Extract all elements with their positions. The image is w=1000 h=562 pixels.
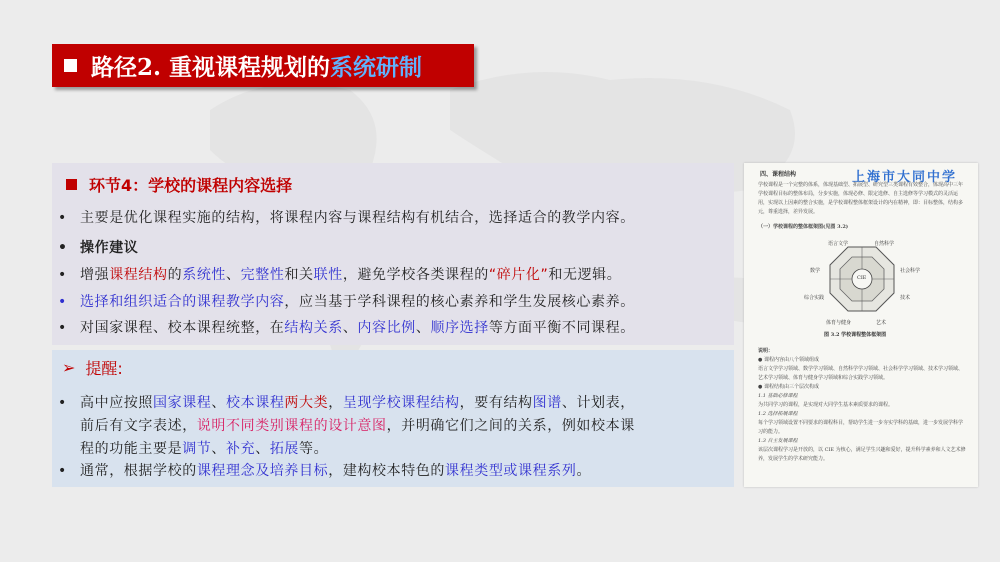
bullet-icon: • <box>58 463 67 479</box>
diagram-label: 体育与健身 <box>826 320 852 326</box>
list-item: • 增强课程结构的系统性、完整性和关联性，避免学校各类课程的“碎片化”和无逻辑。 <box>58 264 621 287</box>
bullet-icon: • <box>58 210 67 226</box>
diagram-label: 数学 <box>810 268 821 274</box>
bullet-icon: • <box>58 294 67 310</box>
title-square-icon <box>64 59 77 72</box>
page-title <box>52 44 474 87</box>
red-square-icon <box>66 179 77 190</box>
diagram-center-label: CIE <box>857 275 867 281</box>
list-item: • 主要是优化课程实施的结构，将课程内容与课程结构有机结合，选择适合的教学内容。 <box>58 207 635 230</box>
list-item: • 通常，根据学校的课程理念及培养目标，建构校本特色的课程类型或课程系列。 <box>58 460 591 483</box>
bullet-icon: • <box>58 240 68 256</box>
diagram-label: 社会科学 <box>900 268 921 274</box>
course-framework-diagram <box>744 235 978 345</box>
list-item: • 选择和组织适合的课程教学内容，应当基于学科课程的核心素养和学生发展核心素养。 <box>58 291 635 314</box>
diagram-label: 语言文学 <box>828 241 849 247</box>
content-panel <box>52 163 734 345</box>
list-item: • 操作建议 <box>58 237 138 260</box>
diagram-label: 自然科学 <box>874 241 895 247</box>
diagram-label: 综合实践 <box>804 295 825 301</box>
doc-paragraph: （一）学校课程的整体框架图(见图 3.2) <box>758 224 849 230</box>
arrow-icon: ➢ <box>62 358 76 377</box>
scanned-document-image <box>744 163 978 487</box>
section-heading-text: 环节4：学校的课程内容选择 <box>89 176 293 195</box>
doc-section-label: 四、课程结构 <box>760 171 797 178</box>
section-heading <box>66 173 292 196</box>
doc-school-name: 上海市大同中学 <box>852 170 958 185</box>
doc-paragraph: 学校课程是一个完整的体系，体现基础型、拓展型、研究型三类课程有效整合，体现高中三年学校课程目标的整体布局，分步实施，体现必修、限定选修、自主选修等学习模式的灵活运用，实现以上因素的整合实施，是学校课程整体框架设计的内在精神，即：目标整体，结构多元，尊重选择，差异发展。 <box>758 182 964 215</box>
doc-notes: 说明： ● 课程内容由八个领域组成 语言文学学习领域、数学学习领域、自然科学学习领域、社会科学学习领域、技术学习领域、艺术学习领域、体育与健身学习领域和综合实践学习领域。 ● 课程结构由三个层次构成 1.1 基础必修课程 为共同学习的课程，是实现对大同学生基本素质要求的课程。 1.2 选择拓展课程 每个学习领域设置不同要求的课程科目，帮助学生进一步夯实学科的基础，进一步发展学科学习的能力。 1.3 自主发展课程 该层次课程学习是开放的，以 CIE 为核心，满足学生兴趣和爱好，提升科学素养和人文艺术修养，发展学生的学术研究能力。 <box>758 348 966 462</box>
reminder-panel <box>52 350 734 487</box>
list-item: • 对国家课程、校本课程统整，在结构关系、内容比例、顺序选择等方面平衡不同课程。 <box>58 317 635 340</box>
diagram-caption: 图 3.2 学校课程整体框架图 <box>824 332 887 338</box>
bullet-icon: • <box>58 267 67 283</box>
diagram-label: 艺术 <box>876 320 887 326</box>
title-highlight: 系统研制 <box>330 54 423 81</box>
bullet-icon: • <box>58 320 67 336</box>
title-prefix: 路径2. 重视课程规划的 <box>91 54 331 81</box>
diagram-label: 技术 <box>900 295 911 301</box>
bullet-icon: • <box>58 395 67 411</box>
reminder-heading: ➢ 提醒: <box>62 358 123 378</box>
list-item: • 高中应按照国家课程、校本课程两大类，呈现学校课程结构，要有结构图谱、计划表， 前后有文字表述，说明不同类别课程的设计意图，并明确它们之间的关系，例如校本课 程的功能主要是调节、补充、拓展等。 <box>58 392 718 461</box>
